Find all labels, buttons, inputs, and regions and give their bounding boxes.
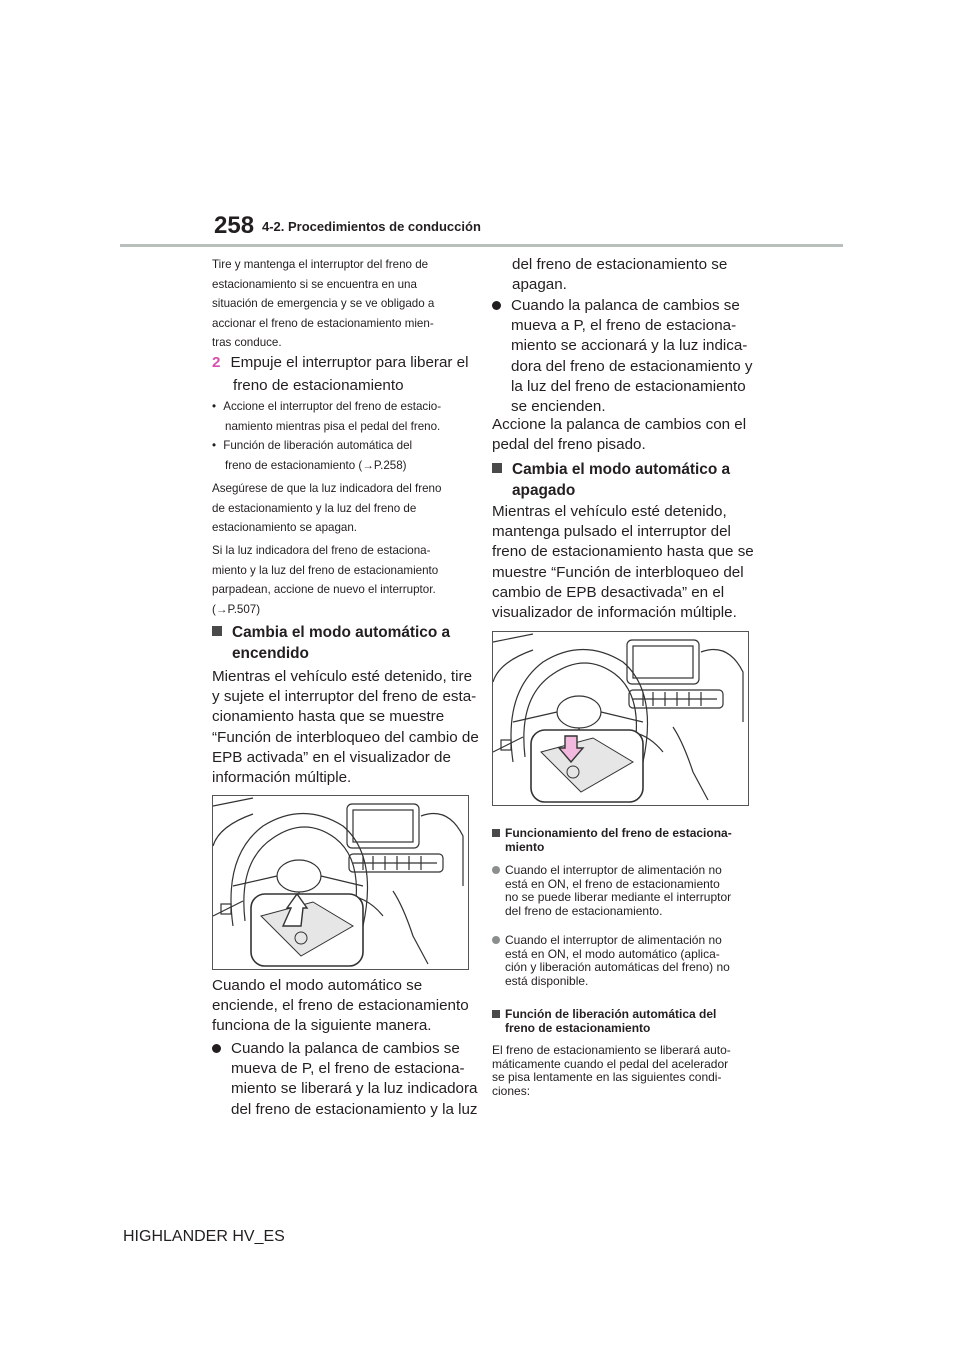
bullet-dot-icon [492, 866, 500, 874]
square-bullet-icon [492, 1010, 500, 1018]
step-bullets: • Accione el interruptor del freno de estacio- namiento mientras pisa el pedal del freno. • Función de liberación automática del freno de estacionamiento (→P.258) [212, 397, 482, 475]
note-bullet-2: Cuando el interruptor de alimentación no está en ON, el modo automático (aplica- ción y liberación automáticas del freno) no está disponible. [492, 934, 762, 988]
step-2: 2 Empuje el interruptor para liberar el freno de estacionamiento [212, 354, 469, 394]
square-bullet-icon [212, 626, 222, 636]
bullet-dot-icon [212, 1044, 221, 1053]
header-rule [120, 244, 843, 247]
square-bullet-icon [492, 463, 502, 473]
continued-text: del freno de estacionamiento se apagan. [512, 256, 728, 294]
bullet-dot-icon [492, 301, 501, 310]
heading-auto-off: Cambia el modo automático a apagado [492, 460, 762, 501]
intro-paragraph: Tire y mantenga el interruptor del freno de estacionamiento si se encuentra en una situación de emergencia y se ve obligado a accionar el freno de estacionamiento mien- tras conduce. [212, 258, 435, 350]
dashboard-illustration [213, 796, 468, 969]
figure-pull-switch [212, 795, 469, 970]
auto-off-paragraph: Mientras el vehículo esté detenido, mantenga pulsado el interruptor del freno de estacionamiento hasta que se muestre “Función de interbloqueo del cambio de EPB desactivada” en el visualizador de información múltiple. [492, 503, 754, 622]
note-auto-release-text: El freno de estacionamiento se liberará auto- máticamente cuando el pedal del acelerador se pisa lentamente en las siguientes condi- ciones: [492, 1043, 731, 1098]
bullet-dot-icon [492, 936, 500, 944]
auto-on-paragraph: Mientras el vehículo esté detenido, tire y sujete el interruptor del freno de esta- cionamiento hasta que se muestre “Función de interbloqueo del cambio de EPB activada” en el visualizador de información múltiple. [212, 668, 479, 787]
footer-model: HIGHLANDER HV_ES [123, 1228, 285, 1245]
confirm-paragraph: Asegúrese de que la luz indicadora del freno de estacionamiento y la luz del freno de estacionamiento se apagan. [212, 482, 442, 535]
note-heading-auto-release: Función de liberación automática del freno de estacionamiento [492, 1007, 762, 1035]
heading-auto-on: Cambia el modo automático a encendido [212, 623, 482, 664]
operate-paragraph: Accione la palanca de cambios con el pedal del freno pisado. [492, 416, 747, 454]
dashboard-illustration [493, 632, 748, 805]
bullet-to-p: Cuando la palanca de cambios se mueva a P, el freno de estaciona- miento se accionará y la luz indica- dora del freno de estacionamiento y la luz del freno de estacionamiento se encienden. [492, 296, 762, 417]
step-number: 2 [212, 354, 221, 371]
note-heading-operation: Funcionamiento del freno de estaciona- miento [492, 826, 762, 854]
list-item: • Función de liberación automática del [212, 439, 413, 453]
page-number: 258 [214, 212, 255, 239]
square-bullet-icon [492, 829, 500, 837]
auto-on-result: Cuando el modo automático se enciende, el freno de estacionamiento funciona de la siguiente manera. [212, 977, 469, 1035]
section-title: 4-2. Procedimientos de conducción [262, 219, 481, 234]
list-item: • Accione el interruptor del freno de estacio- [212, 400, 442, 413]
blink-paragraph: Si la luz indicadora del freno de estaciona- miento y la luz del freno de estacionamiento parpadean, accione de nuevo el interruptor. (→P.507) [212, 544, 439, 616]
bullet-from-p: Cuando la palanca de cambios se mueva de P, el freno de estaciona- miento se liberará y la luz indicadora del freno de estacionamiento y la luz [212, 1039, 482, 1120]
figure-push-switch [492, 631, 749, 806]
note-bullet-1: Cuando el interruptor de alimentación no está en ON, el freno de estacionamiento no se puede liberar mediante el interruptor del freno de estacionamiento. [492, 864, 762, 918]
